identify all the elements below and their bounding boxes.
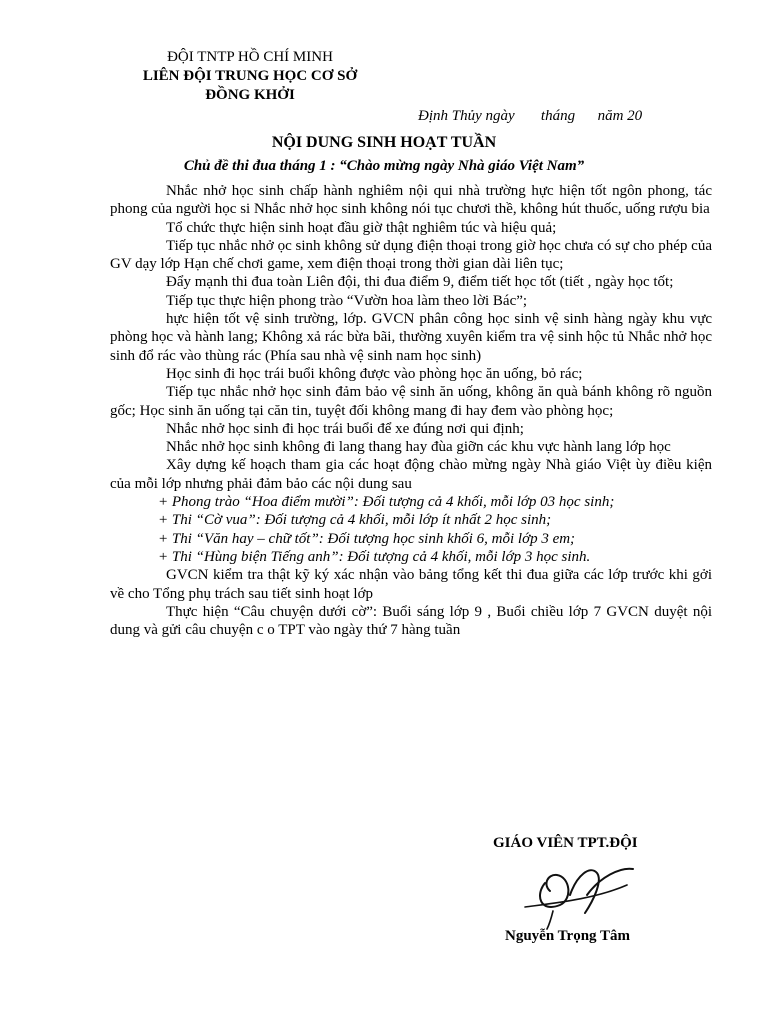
organization-name: ĐỘI TNTP HỒ CHÍ MINH (167, 49, 333, 65)
document-body (110, 182, 712, 639)
paragraph: Tiếp tục thực hiện phong trào “Vườn hoa làm theo lời Bác”; (166, 292, 528, 309)
paragraph: hực hiện tốt vệ sinh trường, lớp. GVCN phân công học sinh vệ sinh hàng ngày khu vực phòng học và hành lang; Không xả rác bừa bãi, thường xuyên kiểm tra vệ sinh hộc tủ Nhắc nhở học sinh đổ rác vào thùng rác (Phía sau nhà vệ sinh nam học sinh) (110, 311, 712, 364)
paragraph: Tiếp tục nhắc nhở ọc sinh không sử dụng điện thoại trong giờ học chưa có sự cho phép của GV dạy lớp Hạn chế chơi game, xem điện thoại trong thời gian dài liên tục; (110, 237, 712, 273)
bullet-item: + Thi “Văn hay – chữ tốt”: Đối tượng học sinh khối 6, mỗi lớp 3 em; (158, 530, 576, 547)
paragraph: Nhắc nhở học sinh không đi lang thang hay đùa giỡn các khu vực hành lang lớp học (166, 439, 671, 456)
paragraph: Thực hiện “Câu chuyện dưới cờ”: Buổi sáng lớp 9 , Buổi chiều lớp 7 GVCN duyệt nội dung và gửi câu chuyện c o TPT vào ngày thứ 7 hàng tuần (110, 603, 712, 639)
paragraph: Tiếp tục nhắc nhở học sinh đảm bảo vệ sinh ăn uống, không ăn quà bánh không rõ nguồn gốc; Học sinh ăn uống tại căn tin, tuyệt đối không mang đi hay đem vào phòng học; (110, 384, 712, 419)
paragraph: Nhắc nhở học sinh chấp hành nghiêm nội qui nhà trường hực hiện tốt ngôn phong, tác phong của người học si Nhắc nhở học sinh không nói tục chươi thề, không hút thuốc, uống rượu bia (110, 183, 712, 218)
paragraph: Học sinh đi học trái buổi không được vào phòng học ăn uống, bỏ rác; (166, 365, 583, 382)
date-line: Định Thủy ngày tháng năm 20 (418, 108, 643, 124)
letterhead (110, 48, 390, 105)
paragraph: Nhắc nhở học sinh đi học trái buổi để xe đúng nơi qui định; (166, 420, 524, 437)
paragraph: Đẩy mạnh thi đua toàn Liên đội, thi đua điểm 9, điểm tiết học tốt (tiết , ngày học tốt; (166, 274, 674, 291)
bullet-item: + Phong trào “Hoa điểm mười”: Đối tượng cả 4 khối, mỗi lớp 03 học sinh; (158, 494, 615, 511)
bullet-item: + Thi “Cờ vua”: Đối tượng cả 4 khối, mỗi lớp ít nhất 2 học sinh; (158, 512, 552, 529)
paragraph: Tổ chức thực hiện sinh hoạt đầu giờ thật nghiêm túc và hiệu quả; (166, 219, 557, 236)
document-title: NỘI DUNG SINH HOẠT TUẦN (271, 134, 497, 151)
paragraph: GVCN kiểm tra thật kỹ ký xác nhận vào bảng tổng kết thi đua giữa các lớp trước khi gởi về cho Tổng phụ trách sau tiết sinh hoạt lớp (110, 567, 712, 602)
bullet-item: + Thi “Hùng biện Tiếng anh”: Đối tượng cả 4 khối, mỗi lớp 3 học sinh. (158, 548, 591, 565)
paragraph: Xây dựng kế hoạch tham gia các hoạt động chào mừng ngày Nhà giáo Việt ùy điều kiện của mỗi lớp nhưng phải đảm bảo các nội dung sau (110, 457, 712, 492)
document-subtitle: Chủ đề thi đua tháng 1 : “Chào mừng ngày Nhà giáo Việt Nam” (183, 158, 585, 174)
signer-name: Nguyễn Trọng Tâm (505, 928, 631, 944)
union-name: LIÊN ĐỘI TRUNG HỌC CƠ SỞ (142, 68, 358, 84)
handwritten-signature (515, 855, 655, 930)
school-name: ĐỒNG KHỞI (205, 87, 295, 103)
signer-role: GIÁO VIÊN TPT.ĐỘI (493, 835, 638, 851)
